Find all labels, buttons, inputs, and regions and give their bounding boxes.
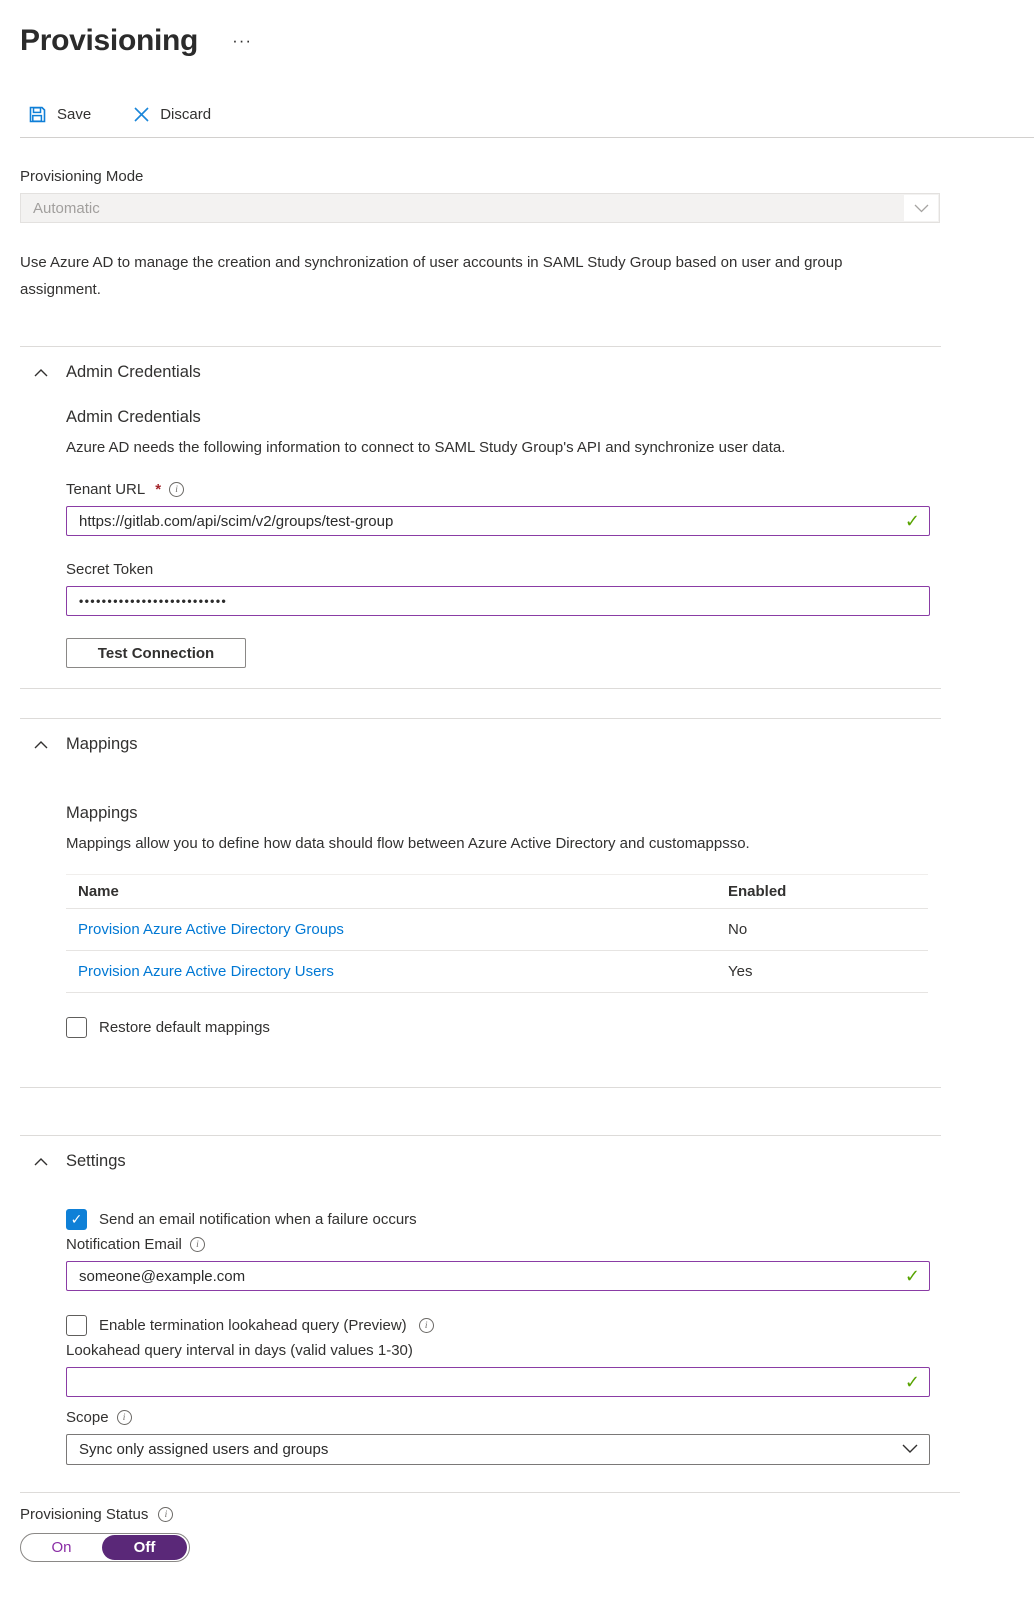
restore-default-mappings-row [66, 1017, 1034, 1038]
scope-select[interactable] [66, 1434, 930, 1465]
mappings-description: Mappings allow you to define how data should flow between Azure Active Directory and customappsso. [66, 835, 750, 852]
notification-email-label: Notification Email [66, 1236, 182, 1253]
section-mappings-header[interactable] [20, 719, 1034, 756]
restore-default-mappings-checkbox[interactable] [66, 1017, 87, 1038]
required-marker: * [155, 481, 162, 498]
lookahead-row [66, 1315, 1034, 1336]
provisioning-status-label: Provisioning Status [20, 1506, 149, 1523]
toolbar-divider [20, 137, 1034, 138]
notification-email-label-row [66, 1236, 1034, 1253]
secret-token-input[interactable] [66, 586, 930, 616]
valid-check-icon: ✓ [904, 1372, 920, 1392]
discard-button[interactable] [133, 106, 211, 123]
provisioning-mode-label: Provisioning Mode [20, 168, 144, 185]
save-icon [28, 105, 47, 124]
lookahead-interval-input[interactable] [66, 1367, 930, 1397]
more-icon[interactable]: ··· [232, 31, 253, 50]
mappings-table-header [66, 875, 928, 909]
lookahead-checkbox[interactable] [66, 1315, 87, 1336]
info-icon[interactable]: i [158, 1507, 173, 1522]
email-notification-row [66, 1209, 1034, 1230]
table-row [66, 909, 928, 951]
notification-email-value: someone@example.com [79, 1267, 246, 1285]
admin-credentials-content [20, 408, 1034, 668]
mappings-table [66, 874, 928, 993]
tenant-url-label: Tenant URL [66, 481, 146, 498]
provisioning-mode-select[interactable] [20, 193, 940, 223]
mappings-subtitle: Mappings [66, 804, 138, 822]
lookahead-interval-label: Lookahead query interval in days (valid values 1-30) [66, 1342, 413, 1359]
chevron-up-icon [34, 741, 48, 749]
secret-token-masked-value: •••••••••••••••••••••••••• [79, 594, 228, 608]
provisioning-page [0, 24, 1034, 1562]
provisioning-mode-value: Automatic [33, 199, 100, 217]
provisioning-status-label-row [20, 1506, 1034, 1523]
chevron-up-icon [34, 369, 48, 377]
valid-check-icon: ✓ [904, 511, 920, 531]
discard-x-icon [133, 106, 150, 123]
save-button[interactable] [28, 105, 91, 124]
provisioning-status-toggle[interactable] [20, 1533, 190, 1562]
mapping-enabled-value: Yes [728, 963, 753, 980]
lookahead-label: Enable termination lookahead query (Preview) [99, 1317, 407, 1334]
scope-value: Sync only assigned users and groups [79, 1441, 329, 1458]
page-header [20, 24, 1034, 58]
table-row [66, 951, 928, 993]
admin-credentials-description: Azure AD needs the following information to connect to SAML Study Group's API and synchronize user data. [66, 439, 786, 456]
scope-label: Scope [66, 1409, 109, 1426]
scope-label-row [66, 1409, 1034, 1426]
section-divider [20, 688, 941, 689]
column-header-enabled: Enabled [728, 883, 787, 900]
info-icon[interactable]: i [117, 1410, 132, 1425]
chevron-up-icon [34, 1158, 48, 1166]
email-notification-checkbox[interactable]: ✓ [66, 1209, 87, 1230]
chevron-down-icon [902, 1444, 918, 1454]
email-notification-label: Send an email notification when a failure occurs [99, 1211, 417, 1228]
restore-default-mappings-label: Restore default mappings [99, 1019, 270, 1036]
notification-email-input[interactable] [66, 1261, 930, 1291]
intro-text: Use Azure AD to manage the creation and synchronization of user accounts in SAML Study Group based on user and group assignment. [20, 254, 843, 298]
tenant-url-label-row [66, 481, 1034, 498]
page-title: Provisioning [20, 24, 199, 57]
section-admin-credentials-header[interactable] [20, 347, 1034, 384]
secret-token-label: Secret Token [66, 561, 154, 578]
valid-check-icon: ✓ [904, 1266, 920, 1286]
mapping-enabled-value: No [728, 921, 748, 938]
test-connection-button[interactable]: Test Connection [66, 638, 246, 668]
mapping-link-users[interactable]: Provision Azure Active Directory Users [78, 963, 334, 980]
admin-credentials-subtitle: Admin Credentials [66, 408, 201, 426]
command-bar [20, 100, 1034, 128]
info-icon[interactable]: i [190, 1237, 205, 1252]
settings-content [20, 1209, 1034, 1465]
section-title: Admin Credentials [66, 363, 201, 381]
section-settings-header[interactable] [20, 1136, 1034, 1173]
discard-label: Discard [160, 105, 212, 123]
tenant-url-value: https://gitlab.com/api/scim/v2/groups/test-group [79, 512, 394, 530]
section-title: Mappings [66, 735, 138, 753]
info-icon[interactable]: i [419, 1318, 434, 1333]
status-divider [20, 1492, 960, 1493]
section-divider [20, 1087, 941, 1088]
toggle-off-option[interactable]: Off [102, 1535, 187, 1560]
provisioning-mode-dropdown-button[interactable] [904, 195, 938, 221]
info-icon[interactable]: i [169, 482, 184, 497]
save-label: Save [57, 105, 92, 123]
section-title: Settings [66, 1152, 126, 1170]
mappings-content [20, 804, 1034, 1038]
toggle-on-option[interactable]: On [51, 1539, 72, 1556]
mapping-link-groups[interactable]: Provision Azure Active Directory Groups [78, 921, 344, 938]
column-header-name: Name [78, 883, 119, 900]
tenant-url-input[interactable] [66, 506, 930, 536]
chevron-down-icon [914, 204, 929, 213]
